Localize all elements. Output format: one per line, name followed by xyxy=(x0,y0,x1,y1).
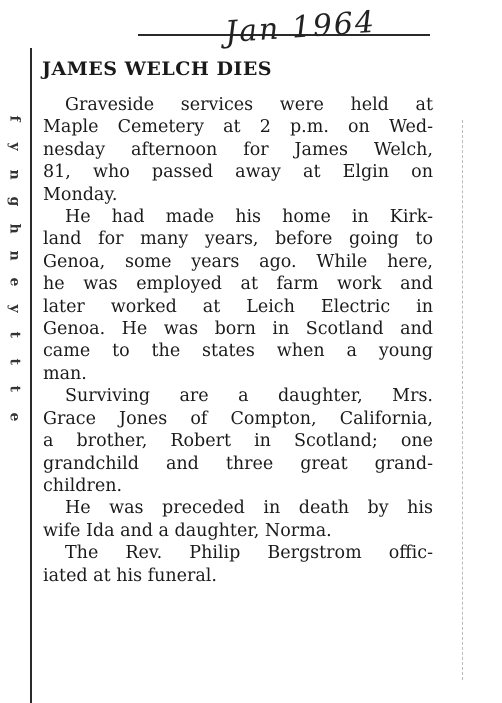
text-line: Graveside services were held at xyxy=(65,95,433,115)
obituary-headline: JAMES WELCH DIES xyxy=(42,58,273,80)
clipping-right-edge xyxy=(462,120,464,680)
fragment-letter: f xyxy=(6,115,23,122)
text-line: 81, who passed away at Elgin on xyxy=(43,162,433,183)
text-line: iated at his funeral. xyxy=(43,565,217,586)
fragment-letter: t xyxy=(6,385,23,392)
fragment-letter: t xyxy=(6,331,23,338)
fragment-letter: n xyxy=(6,169,23,180)
text-line: Surviving are a daughter, Mrs. xyxy=(65,386,433,407)
fragment-letter: e xyxy=(6,412,23,422)
paragraph-preceded xyxy=(43,497,433,542)
paragraph-officiant xyxy=(43,542,433,587)
text-line: He was preceded in death by his xyxy=(65,498,433,519)
text-line: wife Ida and a daughter, Norma. xyxy=(43,520,332,541)
text-line: came to the states when a young xyxy=(43,341,433,362)
text-line: Genoa, some years ago. While here, xyxy=(43,251,433,272)
handwritten-date: Jan 1964 xyxy=(223,4,378,51)
text-line: Grace Jones of Compton, California, xyxy=(43,408,433,429)
fragment-letter: h xyxy=(6,223,23,234)
fragment-letter: e xyxy=(6,277,23,287)
text-line: nesday afternoon for James Welch, xyxy=(43,139,433,160)
adjacent-column-fragment xyxy=(4,112,24,436)
text-line: The Rev. Philip Bergstrom offic- xyxy=(65,543,433,564)
clipping-left-rule xyxy=(30,48,32,703)
fragment-letter: n xyxy=(6,250,23,261)
fragment-letter: t xyxy=(6,358,23,365)
paragraph-services xyxy=(43,94,433,206)
fragment-letter: g xyxy=(6,196,23,207)
text-line: Maple Cemetery at 2 p.m. on Wed- xyxy=(43,117,433,138)
text-line: Genoa. He was born in Scotland and xyxy=(43,319,433,340)
text-line: Monday. xyxy=(43,184,118,205)
paragraph-survivors xyxy=(43,385,433,497)
text-line: he was employed at farm work and xyxy=(43,274,433,295)
text-line: He had made his home in Kirk- xyxy=(65,207,433,228)
fragment-letter: y xyxy=(6,304,23,313)
text-line: man. xyxy=(43,363,87,384)
text-line: a brother, Robert in Scotland; one xyxy=(43,431,433,452)
fragment-letter: y xyxy=(6,142,23,151)
obituary-body xyxy=(43,94,433,587)
text-line: grandchild and three great grand- xyxy=(43,453,433,474)
paragraph-residence xyxy=(43,206,433,385)
text-line: later worked at Leich Electric in xyxy=(43,296,433,317)
text-line: land for many years, before going to xyxy=(43,229,433,250)
text-line: children. xyxy=(43,475,123,496)
